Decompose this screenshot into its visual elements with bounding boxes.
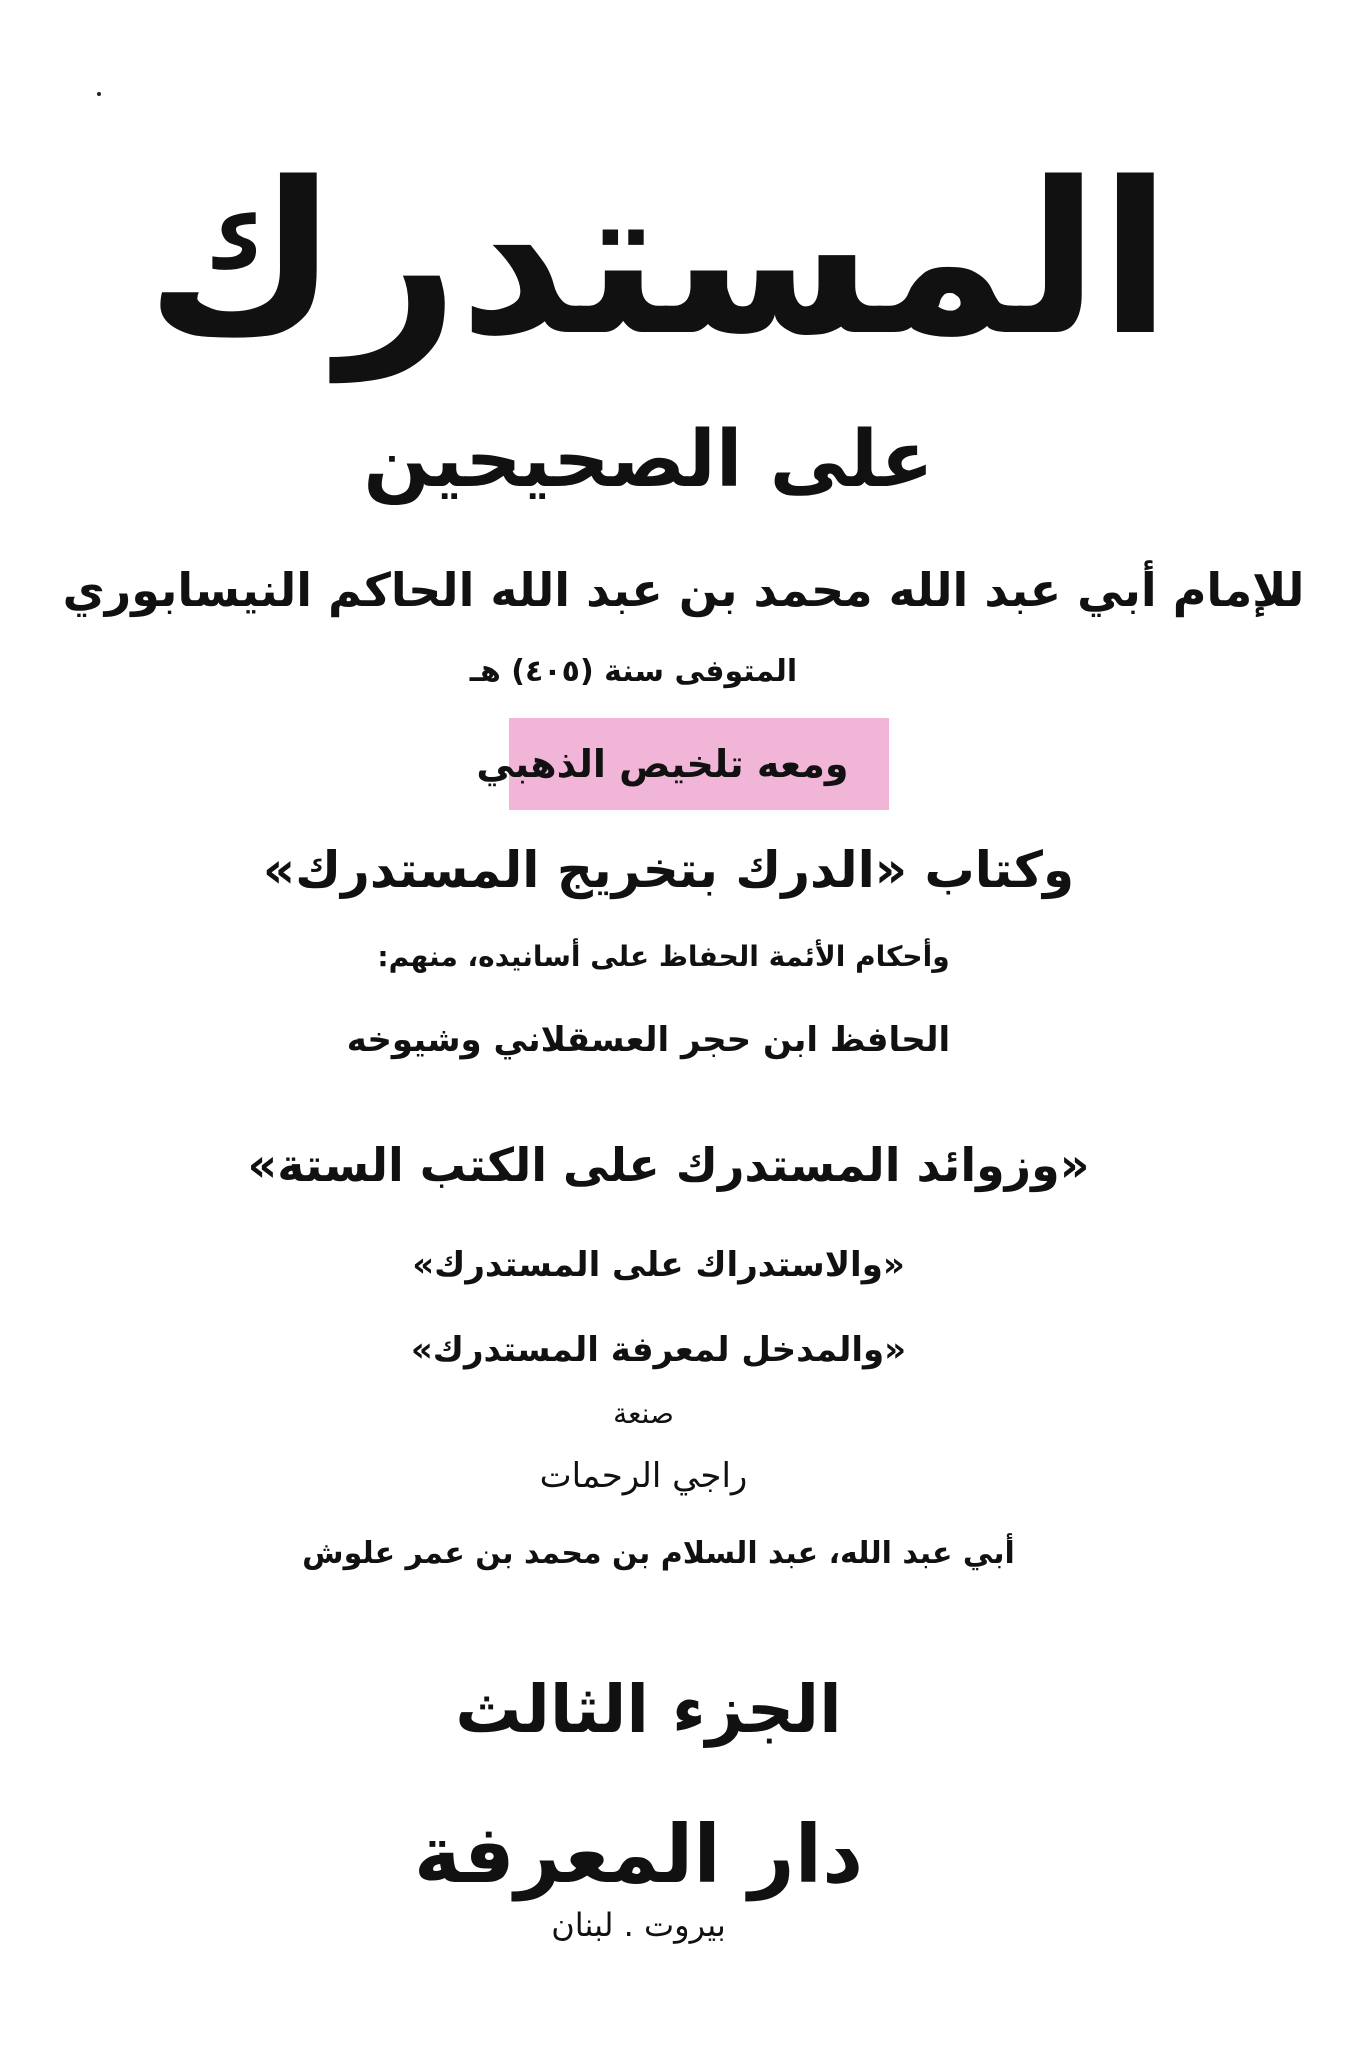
volume-label: الجزء الثالث [455, 1671, 842, 1748]
second-book-title: وكتاب «الدرك بتخريج المستدرك» [262, 841, 1075, 899]
highlighted-text: ومعه تلخيص الذهبي [509, 718, 889, 810]
publisher-city: بيروت . لبنان [551, 1906, 726, 1944]
madkhal-title: «والمدخل لمعرفة المستدرك» [410, 1330, 907, 1370]
highlight-row [0, 718, 1357, 810]
publisher-name: دار المعرفة [413, 1808, 864, 1901]
book-subtitle: على الصحيحين [363, 415, 934, 505]
hopeful-label: راجي الرحمات [539, 1456, 748, 1496]
istidrak-title: «والاستدراك على المستدرك» [412, 1245, 905, 1285]
book-title: المستدرك [145, 137, 1172, 382]
editor-name: أبي عبد الله، عبد السلام بن محمد بن عمر علوش [302, 1536, 1015, 1571]
zawaid-title: «وزوائد المستدرك على الكتب الستة» [247, 1138, 1090, 1192]
author-line: للإمام أبي عبد الله محمد بن عبد الله الحاكم النيسابوري [62, 563, 1305, 617]
death-date: المتوفى سنة (٤٠٥) هـ [469, 654, 798, 689]
scan-speck [97, 92, 101, 96]
rulings-line: وأحكام الأئمة الحفاظ على أسانيده، منهم: [377, 940, 950, 973]
made-by-label: صنعة [613, 1397, 674, 1430]
hafiz-line: الحافظ ابن حجر العسقلاني وشيوخه [346, 1020, 951, 1060]
